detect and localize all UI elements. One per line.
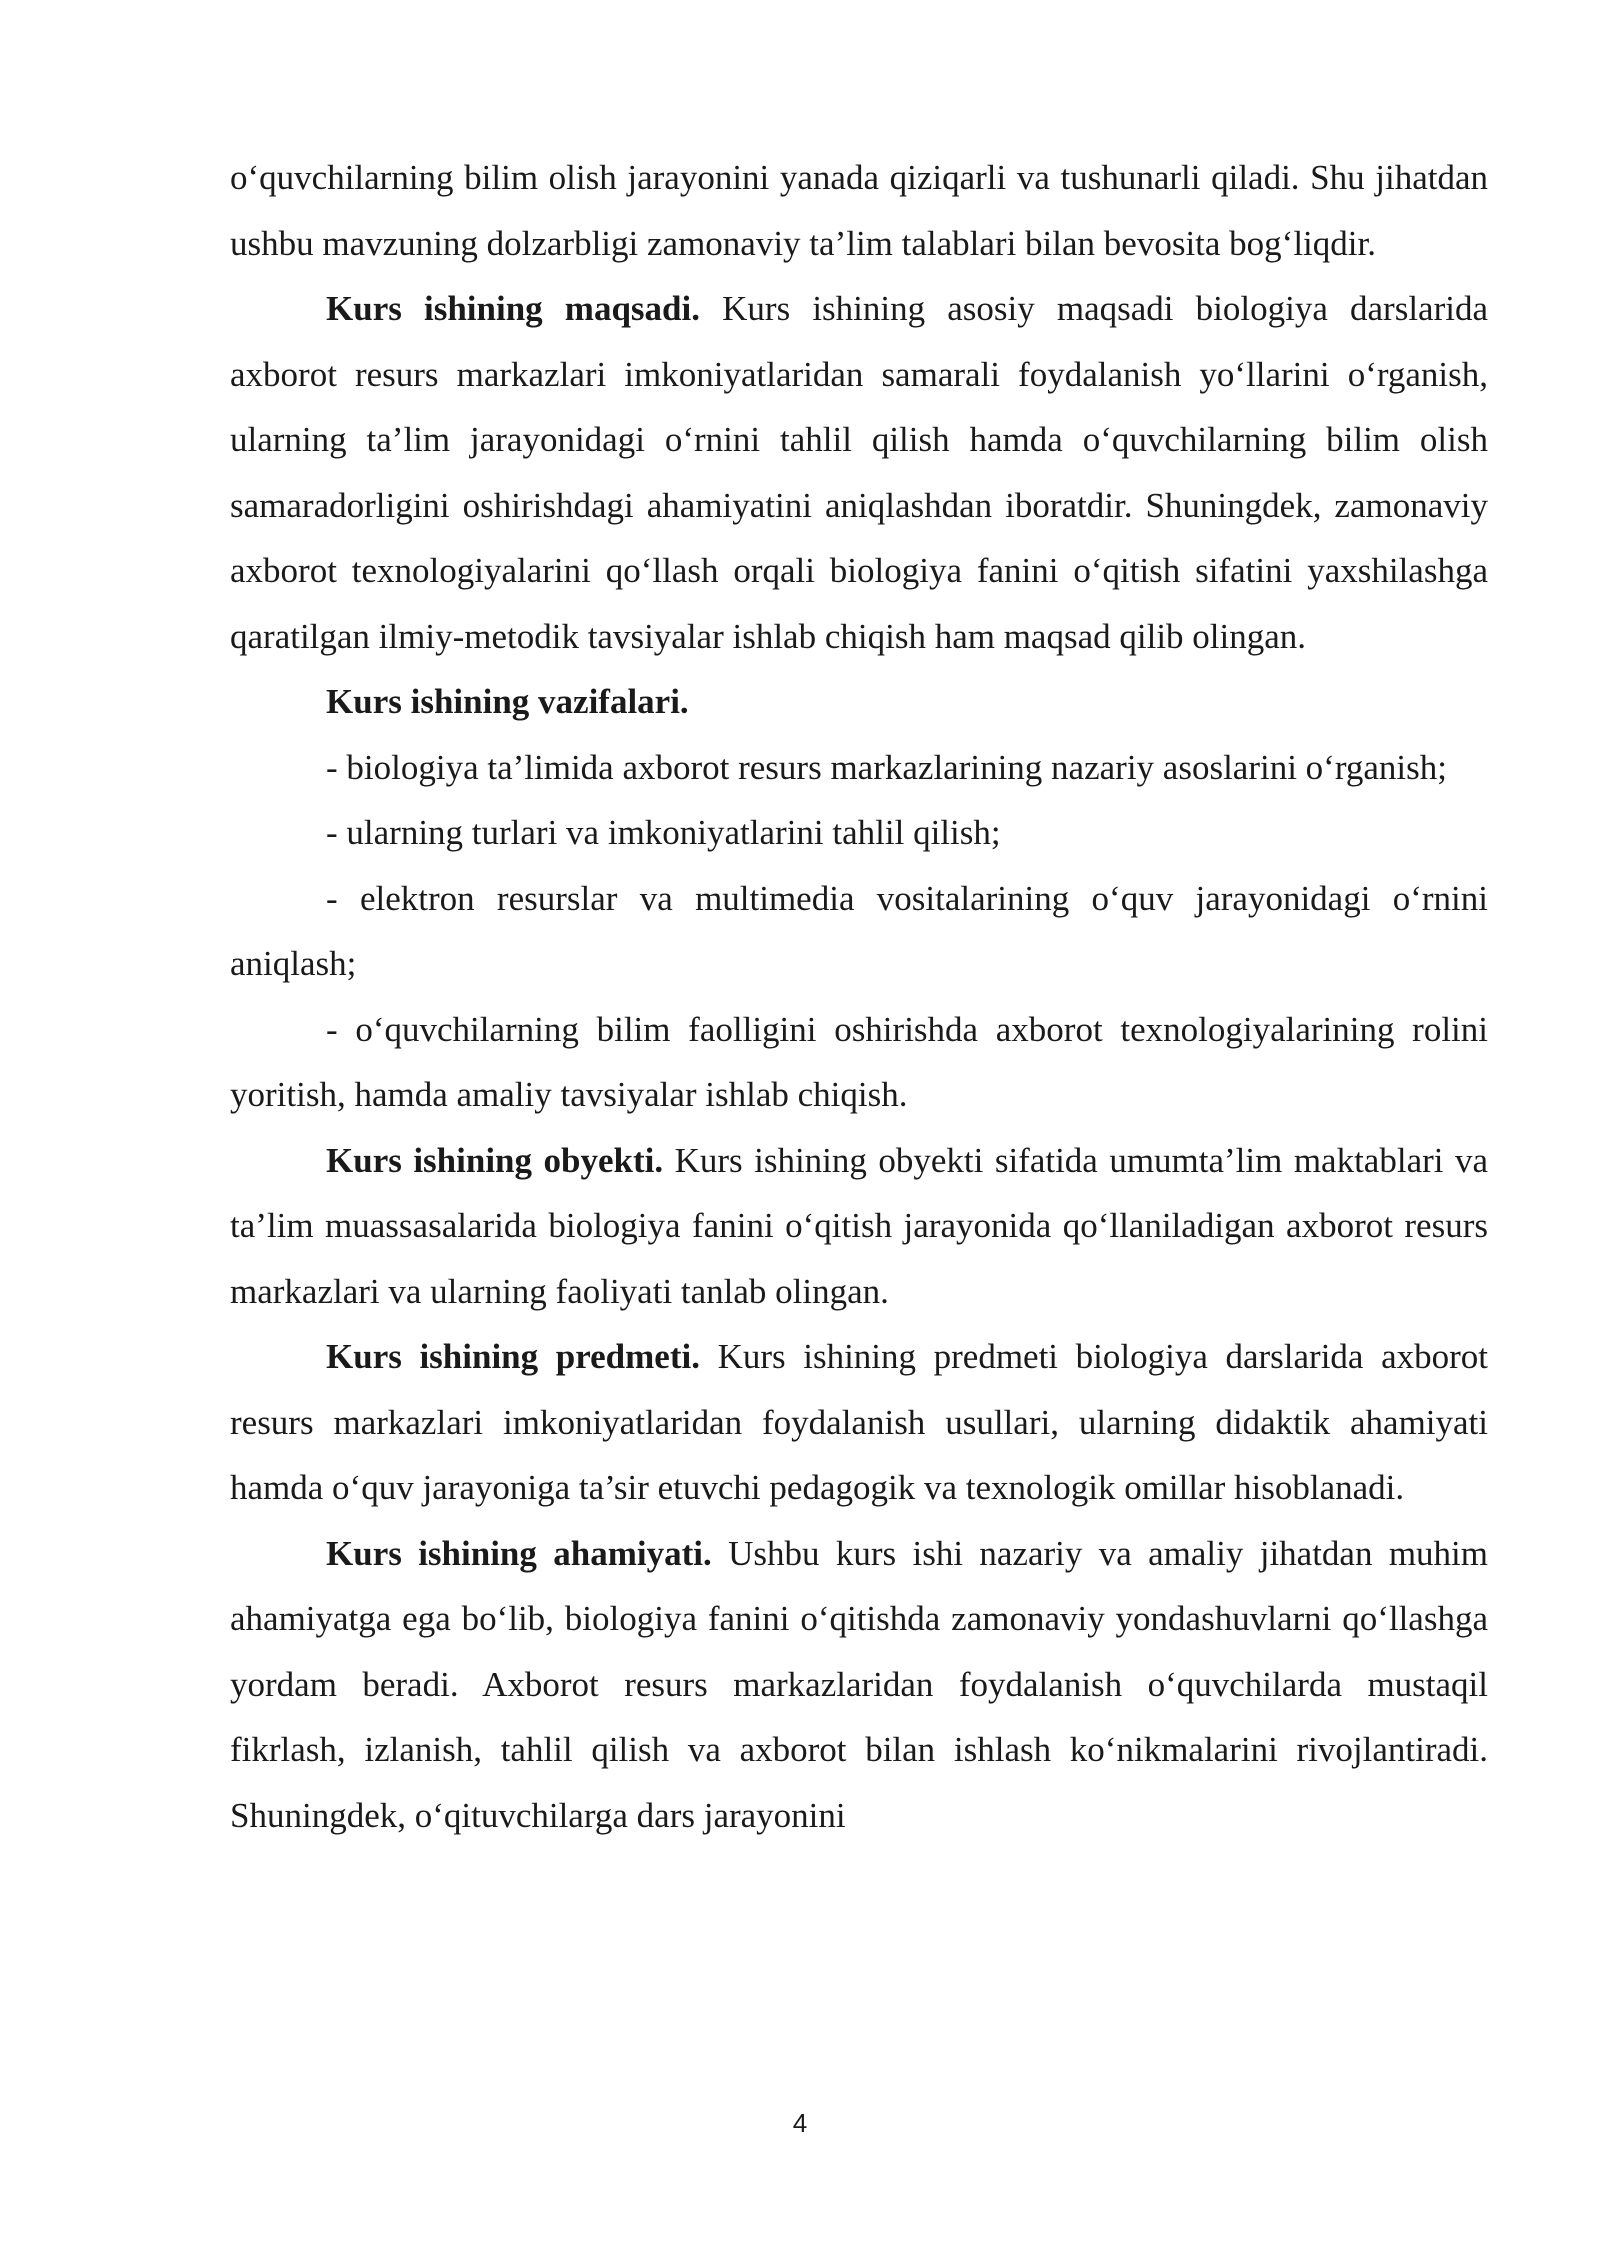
heading-tasks: Kurs ishining vazifalari. [326, 682, 689, 721]
page-number: 4 [792, 2108, 808, 2138]
document-page [230, 145, 1488, 1848]
heading-object: Kurs ishining obyekti. [326, 1140, 664, 1180]
text-significance: Ushbu kurs ishi nazariy va amaliy jihatdan muhim ahamiyatga ega bo‘lib, biologiya fanini o‘qitishda zamonaviy yondashuvlarni qo‘llashga yordam beradi. Axborot resurs markazlaridan foydalanish o‘quvchilarda mustaqil fikrlash, izlanish, tahlil qilish va axborot bilan ishlash ko‘nikmalarini rivojlantiradi. Shuningdek, o‘qituvchilarga dars jarayonini [230, 1533, 1488, 1835]
text-goal: Kurs ishining asosiy maqsadi biologiya darslarida axborot resurs markazlari imkoniyatlaridan samarali foydalanish yo‘llarini o‘rganish, ularning ta’lim jarayonidagi o‘rnini tahlil qilish hamda o‘quvchilarning bilim olish samaradorligini oshirishdagi ahamiyatini aniqlashdan iboratdir. Shuningdek, zamonaviy axborot texnologiyalarini qo‘llash orqali biologiya fanini o‘qitish sifatini yaxshilashga qaratilgan ilmiy-metodik tavsiyalar ishlab chiqish ham maqsad qilib olingan. [230, 289, 1488, 656]
list-item-task-3: - elektron resurslar va multimedia vositalarining o‘quv jarayonidagi o‘rnini aniqlash; [230, 878, 1488, 983]
paragraph-intro-continuation: o‘quvchilarning bilim olish jarayonini yanada qiziqarli va tushunarli qiladi. Shu jihatdan ushbu mavzuning dolzarbligi zamonaviy ta’lim talablari bilan bevosita bog‘liqdir. [230, 158, 1488, 263]
heading-significance: Kurs ishining ahamiyati. [326, 1533, 712, 1573]
text-object: Kurs ishining obyekti sifatida umumta’lim maktablari va ta’lim muassasalarida biologiya fanini o‘qitish jarayonida qo‘llaniladigan axborot resurs markazlari va ularning faoliyati tanlab olingan. [230, 1140, 1488, 1311]
paragraph-subject [230, 1324, 1488, 1521]
paragraph-goal [230, 276, 1488, 669]
paragraph-significance [230, 1521, 1488, 1849]
list-item-task-1: - biologiya ta’limida axborot resurs markazlarining nazariy asoslarini o‘rganish; [326, 747, 1447, 787]
list-item-task-4: - o‘quvchilarning bilim faolligini oshirishda axborot texnologiyalarining rolini yoritish, hamda amaliy tavsiyalar ishlab chiqish. [230, 1009, 1488, 1114]
paragraph-tasks-heading [230, 669, 1488, 735]
paragraph-object [230, 1128, 1488, 1325]
text-subject: Kurs ishining predmeti biologiya darslarida axborot resurs markazlari imkoniyatlaridan foydalanish usullari, ularning didaktik ahamiyati hamda o‘quv jarayoniga ta’sir etuvchi pedagogik va texnologik omillar hisoblanadi. [230, 1337, 1488, 1507]
list-item-task-2: - ularning turlari va imkoniyatlarini tahlil qilish; [326, 813, 1001, 852]
heading-goal: Kurs ishining maqsadi. [326, 289, 700, 328]
heading-subject: Kurs ishining predmeti. [326, 1337, 700, 1376]
